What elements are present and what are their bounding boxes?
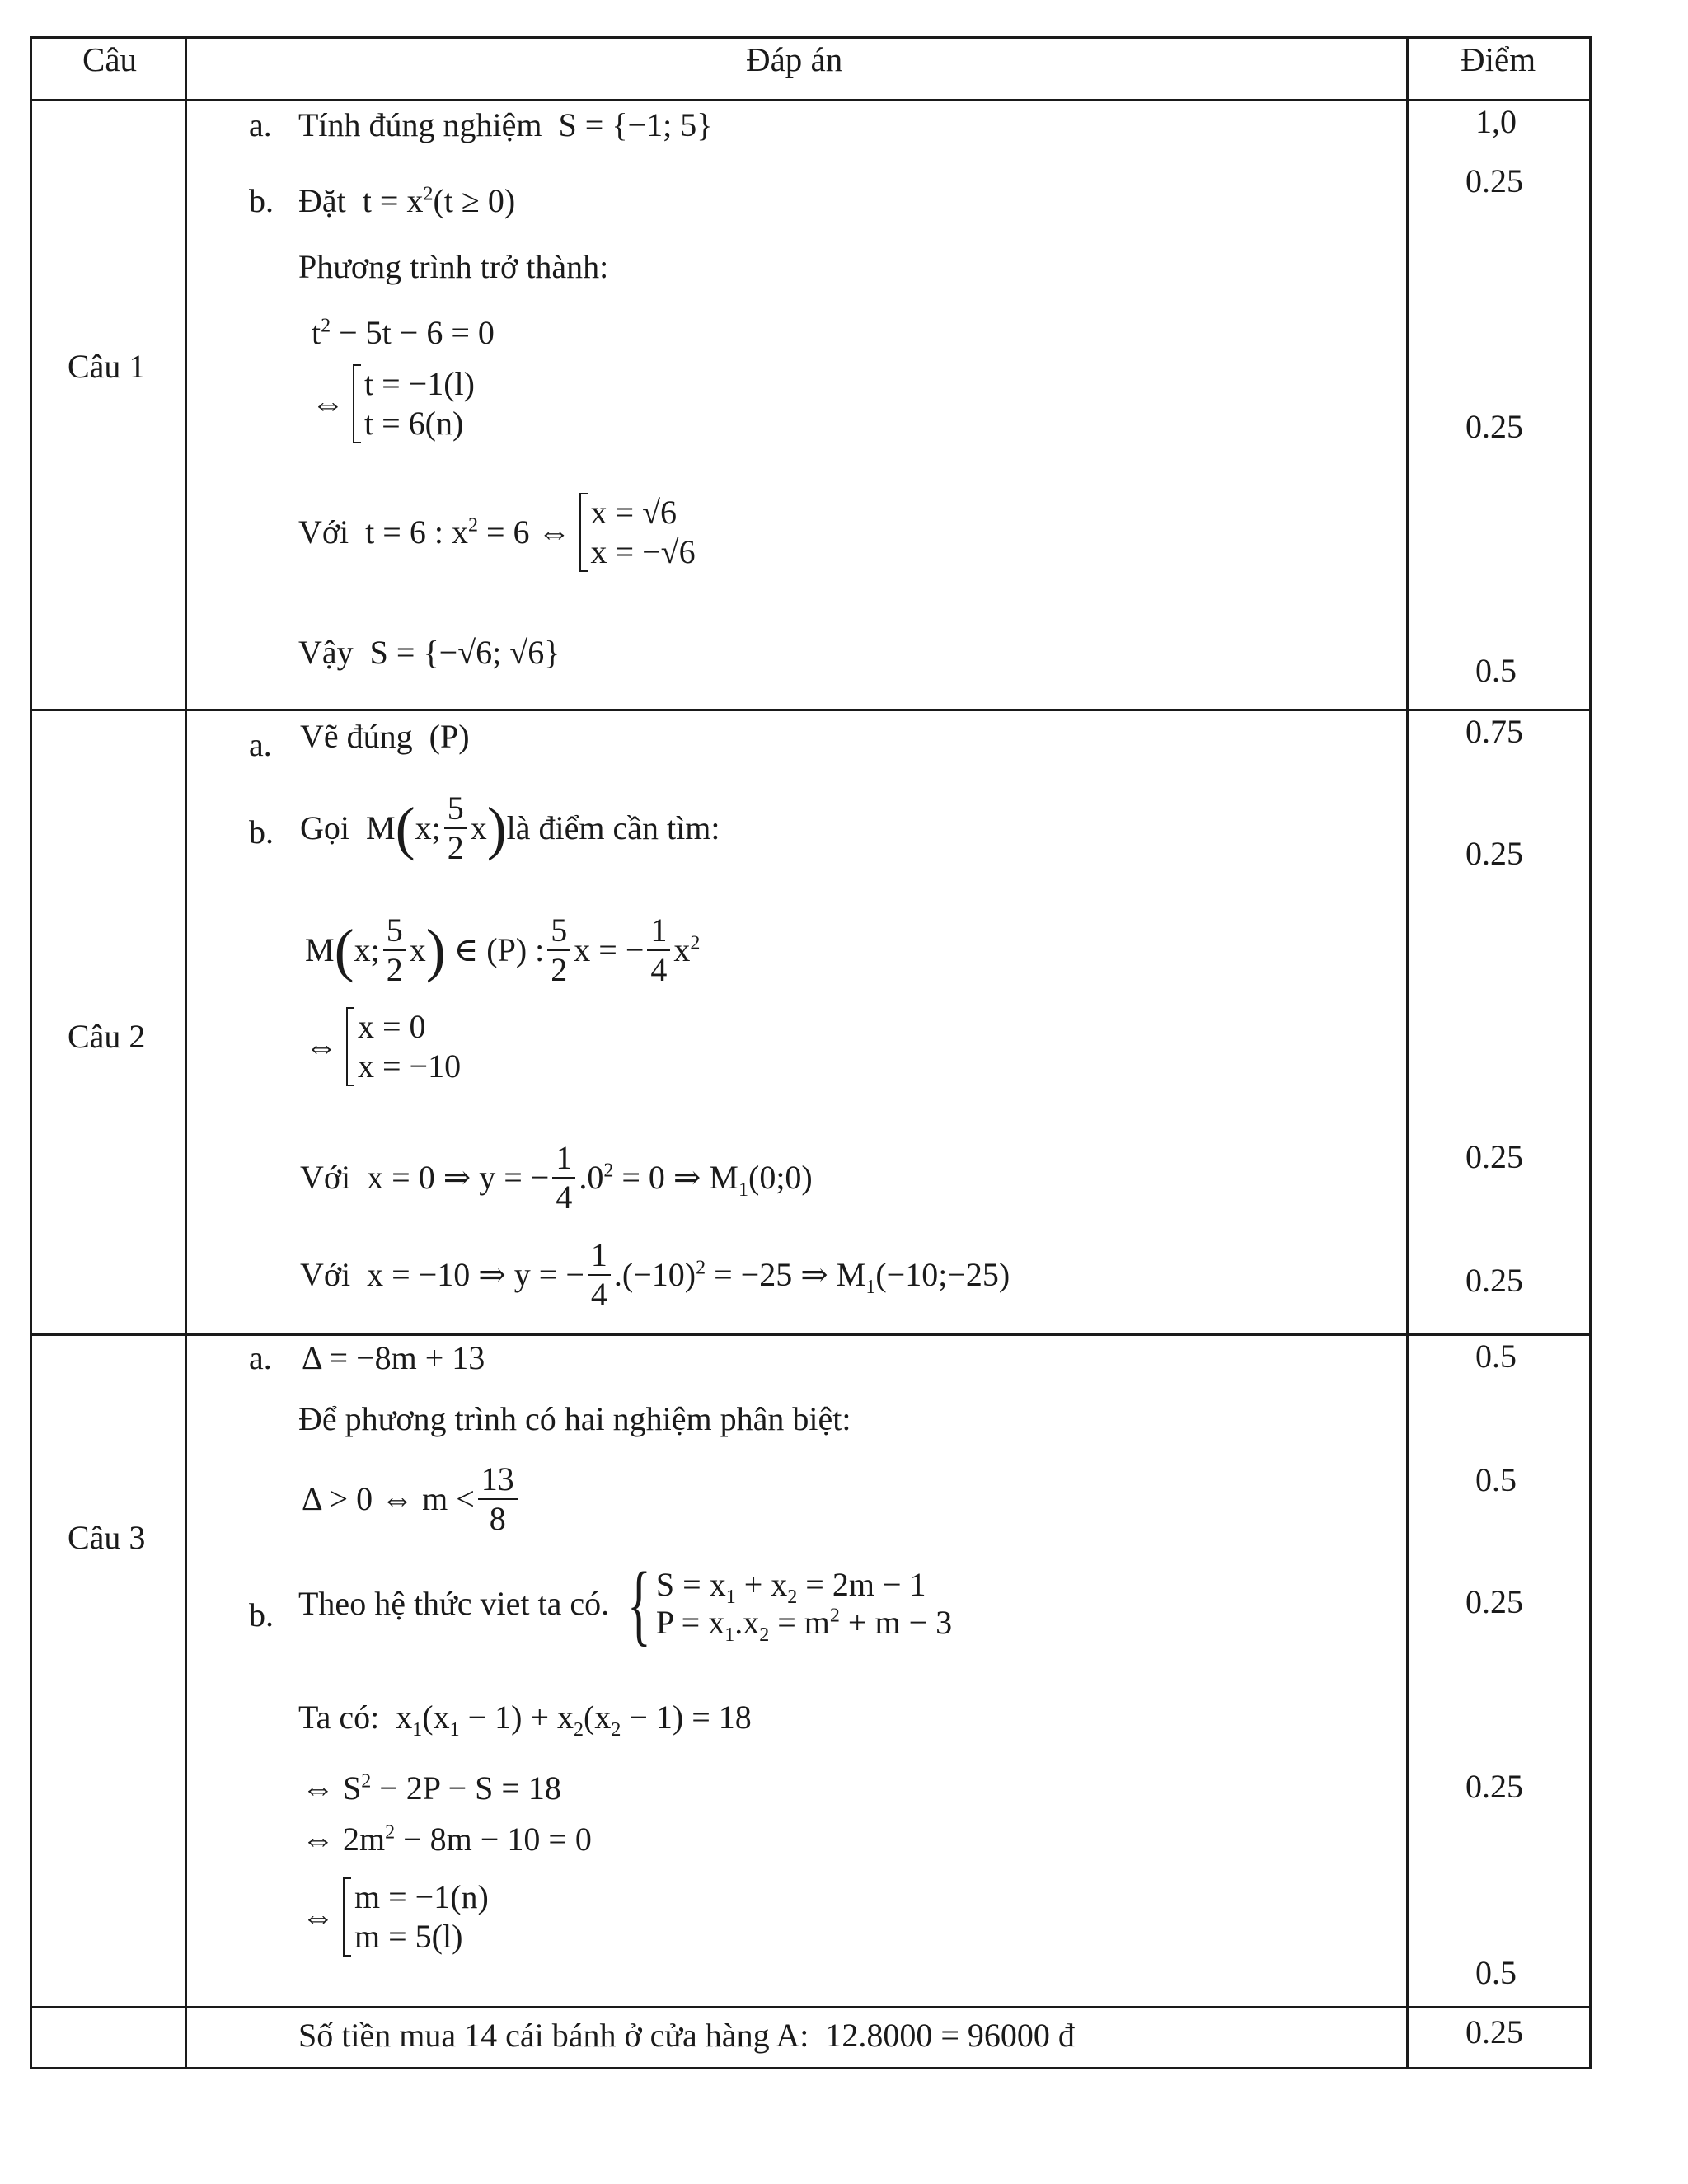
- frac-den: 2: [386, 951, 403, 988]
- cau1-a-label: Tính đúng nghiệm: [298, 106, 542, 143]
- cau1-eq1-var: t: [312, 314, 321, 351]
- table-border-right: [1589, 36, 1592, 2069]
- cau2-m-line: M(x; $\frac{5}{2}$ x) ∈ (P) : $\frac{5}{2}$ x = − $\frac{1}{4}$ $x^2$: [305, 912, 701, 988]
- cau2-m-M: M: [305, 931, 335, 968]
- table-border-row1: [30, 709, 1592, 711]
- exp: 2: [696, 1257, 706, 1279]
- exp: 2: [361, 1770, 372, 1793]
- cau3-b-label: Theo hệ thức viet ta có.: [298, 1585, 610, 1622]
- cau2-voi2-b: .(−10): [613, 1256, 696, 1293]
- cau2-b-tail: là điểm cần tìm:: [506, 809, 720, 846]
- cau2-a-label: Vẽ đúng: [300, 718, 413, 755]
- cau2-pt-b: 0.25: [1465, 835, 1523, 872]
- subscript: 2: [759, 1624, 770, 1646]
- cau1-b-label: Đặt: [298, 182, 346, 219]
- cau2-pt-d: 0.25: [1465, 1262, 1523, 1299]
- table-border-col2: [1406, 36, 1409, 2069]
- cau2-voi2-label: Với: [300, 1256, 351, 1293]
- exp: 2: [603, 1160, 614, 1182]
- cau3-eq1: [302, 1769, 561, 1807]
- frac-num: 1: [552, 1141, 575, 1179]
- frac-num: 5: [383, 913, 406, 951]
- table-border-left: [30, 36, 32, 2069]
- cau1-voi-label: Với: [298, 513, 349, 551]
- cau4-pt: 0.25: [1465, 2013, 1523, 2050]
- cau3-a-math: Δ = −8m + 13: [302, 1339, 485, 1376]
- header-diem: Điểm: [1461, 40, 1536, 78]
- cau1-a-math: S = {−1; 5}: [558, 106, 713, 143]
- exp: 2: [690, 932, 701, 954]
- equiv-symbol: ⇔: [312, 385, 345, 422]
- cau2-case1: x = 0: [358, 1008, 426, 1045]
- fraction: [444, 791, 467, 865]
- fraction: [478, 1462, 518, 1536]
- cau1-vay-line: [298, 636, 560, 669]
- exp: 2: [385, 1821, 396, 1844]
- cau1-case1: t = −1(l): [364, 365, 475, 402]
- system-rows: [655, 1566, 953, 1646]
- subscript: 1: [738, 1179, 748, 1201]
- cau3-a-marker: a.: [249, 1339, 272, 1376]
- cau2-case2: x = −10: [358, 1047, 462, 1085]
- frac-den: 4: [590, 1276, 607, 1313]
- table-border-header: [30, 99, 1592, 101]
- subscript: 1: [865, 1277, 876, 1298]
- cau2-b-x2: x: [470, 809, 487, 846]
- cau1-cases: [312, 364, 475, 443]
- cau1-eq1-rest: − 5t − 6 = 0: [331, 314, 495, 351]
- cau2-voi1-label: Với: [300, 1159, 351, 1196]
- cau2-b-label: Gọi: [300, 809, 349, 846]
- cau2-a-marker: a.: [249, 726, 272, 763]
- taco-c: − 1) + x: [459, 1699, 574, 1736]
- sys1-b: + x: [735, 1566, 788, 1603]
- cau3-pt-a: 0.5: [1475, 1338, 1517, 1375]
- cau1-voi-math: t = 6 : x: [365, 513, 468, 551]
- system-row-2: [655, 1604, 953, 1646]
- cau2-cases: [305, 1007, 461, 1086]
- eq1-a: ⇔ S: [302, 1769, 362, 1807]
- table-border-col1: [185, 36, 187, 2069]
- frac-num: 1: [588, 1238, 611, 1276]
- cau2-voi2-c: = −25 ⇒ M: [706, 1256, 866, 1293]
- fraction: [547, 913, 570, 987]
- cau3-delta-math: Δ > 0 ⇔ m <: [302, 1480, 475, 1517]
- table-border-row2: [30, 1333, 1592, 1336]
- equiv-symbol: ⇔: [302, 1898, 335, 1935]
- cau2-m-x: x;: [354, 931, 380, 968]
- cau3-pt-e: 0.5: [1475, 1954, 1517, 1991]
- cau2-b-line: Gọi M(x; $\frac{5}{2}$ x)là điểm cần tìm:: [300, 790, 720, 866]
- cau3-case1: m = −1(n): [354, 1878, 489, 1915]
- cau1-pt-text: Phương trình trở thành:: [298, 248, 609, 285]
- cau3-delta-line: [302, 1462, 521, 1536]
- cau1-b-math-post: (t ≥ 0): [433, 182, 516, 219]
- cau2-b-marker: b.: [249, 813, 274, 851]
- cau3-pt-c: 0.25: [1465, 1583, 1523, 1620]
- header-cau: Câu: [82, 40, 138, 78]
- sys2-b: .x: [734, 1604, 760, 1641]
- cau1-vay-label: Vậy: [298, 634, 354, 671]
- table-border-bottom: [30, 2067, 1592, 2069]
- table-border-row3: [30, 2006, 1592, 2008]
- exp: 2: [829, 1605, 840, 1627]
- sys2-d: + m − 3: [839, 1604, 953, 1641]
- cau2-voi1-d: (0;0): [748, 1159, 813, 1196]
- cau3-pt-d: 0.25: [1465, 1768, 1523, 1805]
- cau3-label: Câu 3: [68, 1519, 146, 1556]
- subscript: 2: [574, 1719, 584, 1741]
- subscript: 1: [725, 1586, 736, 1608]
- cau1-root-box: [579, 493, 696, 572]
- frac-den: 4: [556, 1179, 573, 1216]
- cau1-a-text: [298, 106, 713, 143]
- cau3-case2: m = 5(l): [354, 1918, 463, 1955]
- cau4-math: 12.8000 = 96000 đ: [825, 2017, 1075, 2054]
- frac-den: 8: [489, 1500, 506, 1537]
- sys2-c: = m: [769, 1604, 830, 1641]
- sys1-a: S = x: [655, 1566, 726, 1603]
- cau1-case-box: [353, 364, 475, 443]
- cau2-label: Câu 2: [68, 1018, 146, 1055]
- subscript: 1: [724, 1624, 735, 1646]
- frac-den: 2: [551, 951, 568, 988]
- exp: 2: [423, 183, 434, 205]
- exp: 2: [321, 315, 331, 337]
- cau3-b-marker: b.: [249, 1596, 274, 1633]
- frac-num: 5: [547, 913, 570, 951]
- cau3-taco-line: [298, 1699, 752, 1741]
- cau1-pt-b: 0.25: [1465, 162, 1523, 199]
- fraction: [647, 913, 670, 987]
- eq1-b: − 2P − S = 18: [371, 1769, 561, 1807]
- cau2-m-mid: x = −: [574, 931, 645, 968]
- eq2-b: − 8m − 10 = 0: [395, 1821, 592, 1858]
- cau2-m-in: ∈ (P) :: [453, 931, 545, 968]
- subscript: 1: [449, 1719, 460, 1741]
- subscript: 2: [787, 1586, 798, 1608]
- cau2-voi2-a: x = −10 ⇒ y = −: [367, 1256, 584, 1293]
- brace-icon: {: [626, 1554, 652, 1654]
- cau3-cases: [302, 1877, 489, 1957]
- cau2-b-x: x;: [415, 809, 441, 846]
- cau4-line: [298, 2019, 1075, 2052]
- fraction: [552, 1141, 575, 1215]
- frac-den: 2: [447, 829, 464, 866]
- cau1-b-marker: b.: [249, 182, 274, 219]
- cau2-m-x2: x: [409, 931, 426, 968]
- taco-a: x: [396, 1699, 413, 1736]
- cau2-voi1-a: x = 0 ⇒ y = −: [367, 1159, 550, 1196]
- cau2-m-end: x: [673, 931, 691, 968]
- taco-e: − 1) = 18: [621, 1699, 752, 1736]
- subscript: 2: [611, 1719, 621, 1741]
- cau1-vay-math: S = {−√6; √6}: [369, 634, 560, 671]
- frac-den: 4: [650, 951, 668, 988]
- cau1-voi-line: [298, 493, 696, 572]
- fraction: [383, 913, 406, 987]
- cau2-case-box: [346, 1007, 461, 1086]
- cau1-b-math-pre: t = x: [362, 182, 424, 219]
- cau3-b-line: [298, 1554, 953, 1654]
- cau2-voi1-b: .0: [579, 1159, 604, 1196]
- sys2-a: P = x: [655, 1604, 725, 1641]
- sys1-c: = 2m − 1: [797, 1566, 926, 1603]
- cau3-taco-label: Ta có:: [298, 1699, 380, 1736]
- exp: 2: [467, 514, 478, 537]
- cau3-pt-b: 0.5: [1475, 1461, 1517, 1498]
- cau1-root1: x = √6: [590, 494, 678, 531]
- cau3-eq2: [302, 1823, 592, 1856]
- equiv-symbol: ⇔: [305, 1028, 338, 1065]
- cau3-system: [617, 1554, 953, 1654]
- cau1-pt-a: 1,0: [1475, 103, 1517, 140]
- taco-b: (x: [422, 1699, 450, 1736]
- subscript: 1: [412, 1719, 423, 1741]
- cau1-voi-math2: = 6 ⇔: [477, 513, 571, 551]
- frac-num: 1: [647, 913, 670, 951]
- cau1-eq1: [312, 316, 495, 349]
- cau2-voi2-d: (−10;−25): [875, 1256, 1010, 1293]
- cau1-pt-d: 0.5: [1475, 652, 1517, 689]
- fraction: [588, 1238, 611, 1312]
- cau2-voi2-line: [300, 1238, 1010, 1312]
- eq2-a: ⇔ 2m: [302, 1821, 386, 1858]
- cau2-a-math: (P): [429, 718, 470, 755]
- cau2-a-line: [300, 720, 470, 753]
- cau1-label: Câu 1: [68, 348, 146, 385]
- cau1-b-line: [298, 182, 516, 219]
- frac-num: 5: [444, 791, 467, 829]
- cau2-pt-a: 0.75: [1465, 713, 1523, 750]
- cau3-case-box: [343, 1877, 489, 1957]
- header-dap-an: Đáp án: [746, 40, 843, 78]
- cau1-pt-c: 0.25: [1465, 408, 1523, 445]
- cau2-voi1-c: = 0 ⇒ M: [613, 1159, 738, 1196]
- cau2-pt-c: 0.25: [1465, 1138, 1523, 1175]
- cau2-b-M: M: [366, 809, 396, 846]
- table-border-top: [30, 36, 1592, 39]
- system-row-1: [655, 1566, 952, 1608]
- cau1-a-marker: a.: [249, 106, 272, 143]
- cau1-case2: t = 6(n): [364, 405, 464, 442]
- cau3-de-text: Để phương trình có hai nghiệm phân biệt:: [298, 1400, 851, 1437]
- cau2-voi1-line: [300, 1141, 813, 1215]
- frac-num: 13: [478, 1462, 518, 1500]
- taco-d: (x: [584, 1699, 612, 1736]
- cau1-root2: x = −√6: [590, 533, 696, 570]
- cau4-text: Số tiền mua 14 cái bánh ở cửa hàng A:: [298, 2017, 809, 2054]
